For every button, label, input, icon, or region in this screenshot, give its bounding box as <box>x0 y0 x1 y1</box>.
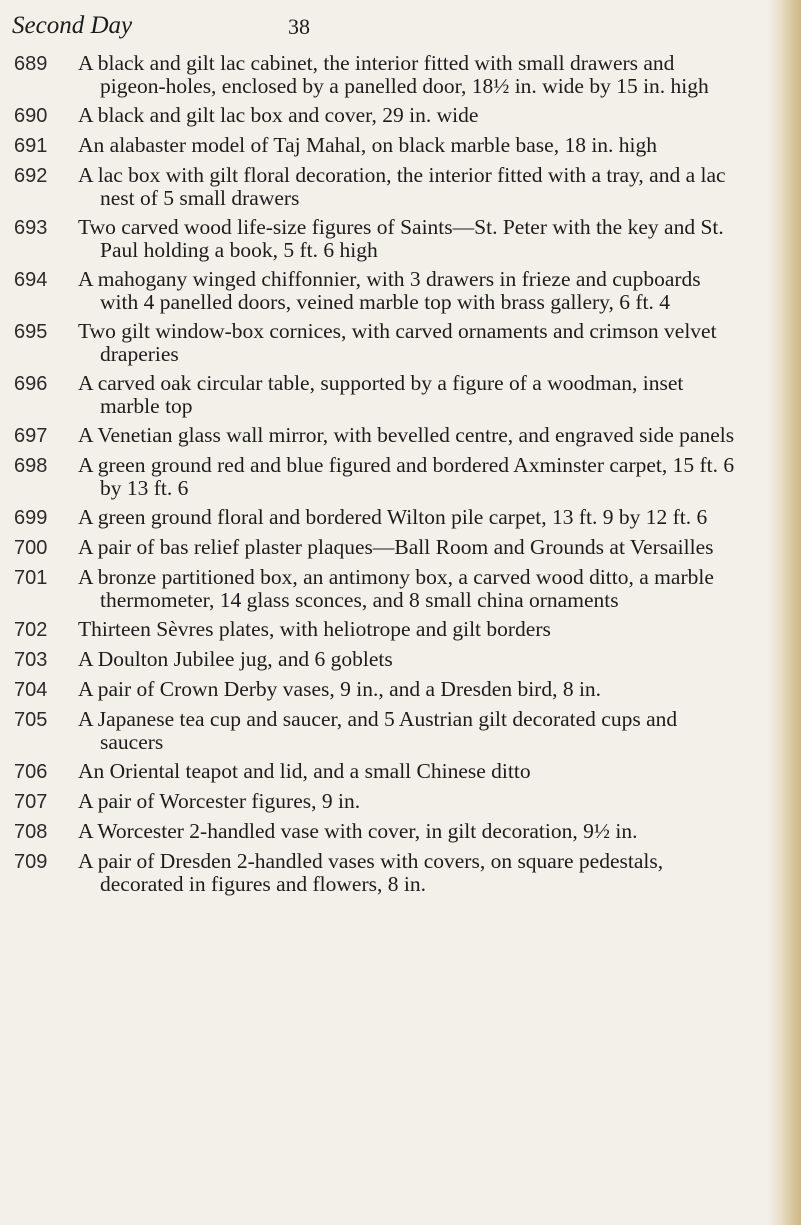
lot-number: 709 <box>14 851 48 873</box>
lot-entry <box>0 52 770 98</box>
lot-number: 689 <box>14 53 48 75</box>
lot-entry <box>0 424 770 448</box>
lot-description: A Worcester 2-handled vase with cover, in gilt decoration, 9½ in. <box>78 819 638 843</box>
lot-entry <box>0 760 770 784</box>
lot-entry <box>0 104 770 128</box>
lot-number: 699 <box>14 507 48 529</box>
lot-number: 704 <box>14 679 48 701</box>
lot-description: A green ground red and blue figured and bordered Axminster carpet, 15 ft. 6 by 13 ft. 6 <box>78 453 735 500</box>
lot-number: 702 <box>14 619 48 641</box>
lot-entry <box>0 678 770 702</box>
page-edge <box>767 0 801 1225</box>
lot-number: 692 <box>14 165 48 187</box>
lot-entry <box>0 134 770 158</box>
lot-number: 690 <box>14 105 48 127</box>
lot-number: 691 <box>14 135 48 157</box>
lot-description: A Doulton Jubilee jug, and 6 goblets <box>78 647 393 671</box>
lot-description: A mahogany winged chiffonnier, with 3 drawers in frieze and cupboards with 4 panelled doors, veined marble top with brass gallery, 6 ft. 4 <box>78 267 701 314</box>
lot-number: 694 <box>14 269 48 291</box>
lot-entry <box>0 216 770 262</box>
lot-description: A Venetian glass wall mirror, with bevelled centre, and engraved side panels <box>78 423 735 447</box>
lot-description: A carved oak circular table, supported by a figure of a woodman, inset marble top <box>78 371 684 418</box>
lot-description: Two gilt window-box cornices, with carved ornaments and crimson velvet draperies <box>78 319 717 366</box>
lot-description: Thirteen Sèvres plates, with heliotrope and gilt borders <box>78 617 551 641</box>
lot-entry <box>0 850 770 896</box>
lot-number: 701 <box>14 567 48 589</box>
lot-list <box>0 52 770 902</box>
page-number: 38 <box>288 14 310 39</box>
lot-entry <box>0 790 770 814</box>
running-title: Second Day <box>12 12 133 39</box>
lot-description: A pair of Dresden 2-handled vases with covers, on square pedestals, decorated in figures and flowers, 8 in. <box>78 849 664 896</box>
lot-entry <box>0 536 770 560</box>
lot-description: A pair of Crown Derby vases, 9 in., and a Dresden bird, 8 in. <box>78 677 602 701</box>
lot-description: An Oriental teapot and lid, and a small Chinese ditto <box>78 759 531 783</box>
lot-description: A lac box with gilt floral decoration, the interior fitted with a tray, and a lac nest of 5 small drawers <box>78 163 726 210</box>
lot-number: 705 <box>14 709 48 731</box>
lot-description: Two carved wood life-size figures of Saints—St. Peter with the key and St. Paul holding a book, 5 ft. 6 high <box>78 215 724 262</box>
lot-description: A black and gilt lac cabinet, the interior fitted with small drawers and pigeon-holes, enclosed by a panelled door, 18½ in. wide by 15 in. high <box>78 51 709 98</box>
lot-entry <box>0 566 770 612</box>
lot-entry <box>0 454 770 500</box>
lot-number: 700 <box>14 537 48 559</box>
page-header <box>0 12 801 42</box>
lot-entry <box>0 820 770 844</box>
lot-description: A green ground floral and bordered Wilton pile carpet, 13 ft. 9 by 12 ft. 6 <box>78 505 708 529</box>
lot-description: A Japanese tea cup and saucer, and 5 Austrian gilt decorated cups and saucers <box>78 707 678 754</box>
lot-number: 693 <box>14 217 48 239</box>
lot-description: A pair of bas relief plaster plaques—Ball Room and Grounds at Versailles <box>78 535 714 559</box>
lot-entry <box>0 648 770 672</box>
lot-number: 695 <box>14 321 48 343</box>
lot-number: 698 <box>14 455 48 477</box>
lot-description: A pair of Worcester figures, 9 in. <box>78 789 361 813</box>
lot-number: 707 <box>14 791 48 813</box>
lot-entry <box>0 618 770 642</box>
lot-number: 706 <box>14 761 48 783</box>
lot-number: 703 <box>14 649 48 671</box>
lot-number: 708 <box>14 821 48 843</box>
lot-entry <box>0 506 770 530</box>
lot-entry <box>0 320 770 366</box>
lot-description: A bronze partitioned box, an antimony box, a carved wood ditto, a marble thermometer, 14 glass sconces, and 8 small china ornaments <box>78 565 714 612</box>
lot-number: 696 <box>14 373 48 395</box>
lot-description: An alabaster model of Taj Mahal, on black marble base, 18 in. high <box>78 133 658 157</box>
lot-description: A black and gilt lac box and cover, 29 in. wide <box>78 103 479 127</box>
lot-number: 697 <box>14 425 48 447</box>
lot-entry <box>0 372 770 418</box>
lot-entry <box>0 708 770 754</box>
lot-entry <box>0 164 770 210</box>
lot-entry <box>0 268 770 314</box>
